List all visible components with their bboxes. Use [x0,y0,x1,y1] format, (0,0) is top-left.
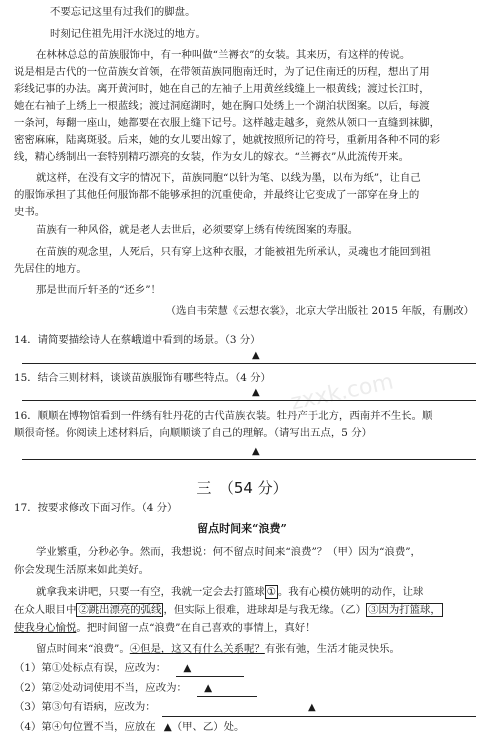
passage-line: 说是相是古代的一位苗族女首领，在带领苗族同胞南迁时，为了记住南迁的历程，想出了用 [14,66,430,78]
source-citation: （选自韦荣慧《云想衣裳》，北京大学出版社 2015 年版，有删改） [165,305,474,317]
sub-question-4: （4）第④句位置不当，应放在 ▲（甲、乙）处。 [14,721,245,733]
question-16-line-1: 16．顺顺在博物馆看到一件绣有牡丹花的古代苗族衣装。牡丹产于北方，西南并不生长。顺 [14,410,433,422]
answer-line-17-2[interactable] [197,696,257,697]
marked-item-4: ④但是，这又有什么关系呢？ [129,643,265,655]
section-heading: 三 （54 分） [196,479,288,497]
essay-line: 学业繁重，分秒必争。然而，我想说：何不留点时间来“浪费”？（甲）因为“浪费”， [36,546,421,558]
essay-text: 就拿我来讲吧，只要一有空，我就一定会去打篮球 [36,586,265,598]
answer-line-15[interactable] [22,400,476,401]
essay-text: 在众人眼目中 [14,604,77,616]
sub-question-3: （3）第③句有语病，应改为： [14,701,156,713]
answer-marker: ▲ [183,662,192,674]
passage-line: 苗族有一种风俗，就是老人去世后，必须要穿上绣有传统图案的寿服。 [36,224,359,236]
essay-text: 。我有心模仿姚明的动作，让球 [277,586,424,598]
answer-marker: ▲ [163,721,172,733]
essay-title: 留点时间来“浪费” [197,522,287,535]
essay-line: 你会发现生活原来如此美好。 [14,564,150,576]
poem-line-2: 时刻记住祖先用汗水浇过的地方。 [50,28,206,40]
essay-text: ，但实际上很难，进球却是与我无缘。（乙） [163,604,367,616]
watermark: zxxk.com [288,369,396,416]
passage-line: 那是世而斤轩圣的“还乡”！ [36,284,161,296]
answer-line-14[interactable] [22,363,476,364]
passage-line: 彩线记事的办法。离开黄河时，她在自己的左袖子上用黄丝线缝上一根黄线；渡过长江时， [14,83,430,95]
answer-marker: ▲ [252,350,260,361]
answer-line-17-3[interactable] [162,716,476,717]
answer-line-17-1[interactable] [176,676,244,677]
passage-line: 先居住的地方。 [14,263,87,275]
answer-marker: ▲ [252,387,260,398]
sub-question-2: （2）第②处动词使用不当，应改为： ▲ [14,682,213,694]
answer-marker: ▲ [204,682,213,694]
essay-line [14,602,474,618]
question-14: 14．请简要描绘诗人在蔡峨道中看到的场景。（3 分） [14,334,261,346]
passage-line: 密密麻麻，陆离斑驳。后来，她的女儿要出嫁了，她就按照所记的符号，重新用各种不同的彩 [14,134,441,146]
passage-line: 的服饰承担了其他任何服饰都不能够承担的沉重使命，并最终让它变成了一部穿在身上的 [14,189,420,201]
passage-line: 史书。 [14,206,46,218]
question-17: 17．按要求修改下面习作。（4 分） [14,502,178,514]
essay-text: 有张有弛，生活才能灵快乐。 [264,643,400,655]
answer-marker: ▲ [252,446,260,457]
answer-marker: ▲ [308,702,316,713]
essay-text: 。把时间留一点“浪费”在自己喜欢的事情上，真好！ [76,622,316,634]
essay-line [36,641,474,657]
essay-text: 留点时间来“浪费”。 [36,643,130,655]
marked-item-2: ②跳出漂亮的弧线 [78,604,162,616]
question-16-line-2: 顺很奇怪。你阅读上述材料后，向顺顺谈了自己的理解。（请写出五点，5 分） [14,427,372,439]
poem-line-1: 不要忘记这里有过我们的脚盘。 [50,6,196,18]
passage-line: 在林林总总的苗族服饰中，有一种叫做“兰褥衣”的女装。其来历，有这样的传说。 [36,49,411,61]
sub-question-1: （1）第①处标点有误，应改为： ▲ [14,662,192,674]
answer-line-16[interactable] [22,459,476,460]
passage-line: 就这样，在没有文字的情况下，苗族同胞“以针为笔、以线为墨，以布为纸”，让自己 [36,172,421,184]
passage-line: 一条河，每翻一座山，她都要在衣服上缝下记号。这样越走越多，竟然从领口一直缝到袜脚， [14,117,441,129]
marked-item-1: ① [266,586,276,598]
passage-line: 她在右袖子上绣上一根蓝线；渡过洞庭湖时，她在胸口处绣上一个湖泊状图案。以后，每渡 [14,100,430,112]
marked-item-3-cont: 使我身心愉悦 [14,622,77,634]
marked-item-3: ③因为打篮球， [368,604,441,616]
essay-line [14,620,474,636]
essay-line [36,584,474,600]
passage-line: 线，精心绣制出一套特别精巧漂亮的女装，作为女儿的嫁衣。“兰褥衣”从此流传开来。 [14,151,410,163]
question-15: 15．结合三则材料，谈谈苗族服饰有哪些特点。（4 分） [14,372,271,384]
passage-line: 在苗族的观念里，人死后，只有穿上这种衣服，才能被祖先所承认，灵魂也才能回到祖 [36,246,431,258]
